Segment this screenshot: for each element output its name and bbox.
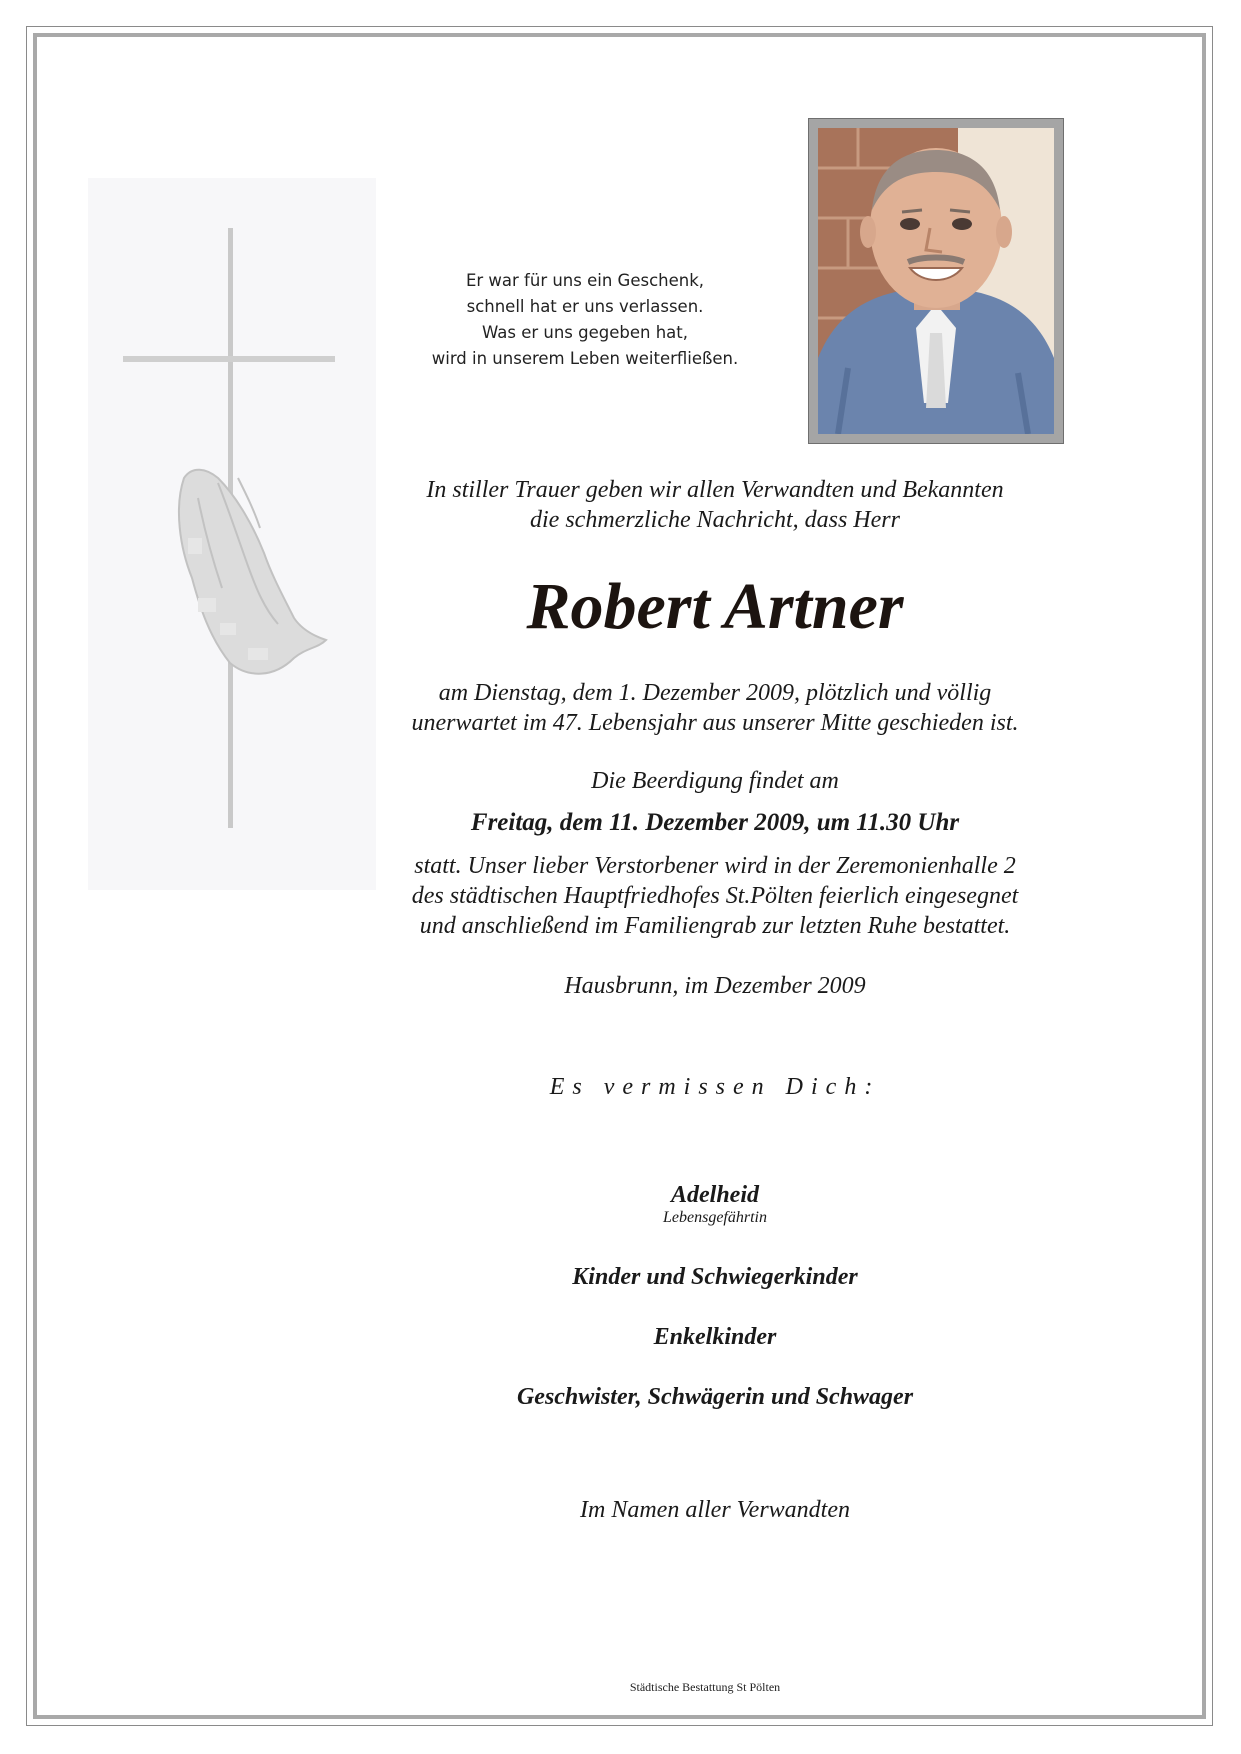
poem-line: Er war für uns ein Geschenk, bbox=[465, 271, 705, 290]
cross-praying-hands-icon bbox=[88, 178, 376, 890]
death-line: am Dienstag, dem 1. Dezember 2009, plötzlich und völlig bbox=[438, 680, 992, 706]
footer-publisher: Städtische Bestattung St Pölten bbox=[629, 1680, 781, 1694]
death-line: unerwartet im 47. Lebensjahr aus unserer Mitte geschieden ist. bbox=[411, 710, 1019, 736]
mourner-name: Kinder und Schwiegerkinder bbox=[572, 1264, 858, 1290]
portrait-photo bbox=[818, 128, 1054, 434]
intro-text bbox=[340, 475, 1090, 535]
mourner-name: Adelheid bbox=[671, 1182, 759, 1208]
death-notice bbox=[340, 678, 1090, 738]
deceased-name: Robert Artner bbox=[526, 570, 904, 643]
intro-line: In stiller Trauer geben wir allen Verwandten und Bekannten bbox=[426, 477, 1004, 503]
burial-intro: Die Beerdigung findet am bbox=[591, 768, 839, 794]
burial-line: statt. Unser lieber Verstorbener wird in der Zeremonienhalle 2 bbox=[414, 853, 1016, 879]
burial-line: des städtischen Hauptfriedhofes St.Pölten feierlich eingesegnet bbox=[411, 883, 1019, 909]
signoff: Im Namen aller Verwandten bbox=[580, 1497, 850, 1523]
mourners-title: Es vermissen Dich: bbox=[549, 1074, 881, 1100]
intro-line: die schmerzliche Nachricht, dass Herr bbox=[530, 507, 900, 533]
burial-details bbox=[340, 851, 1090, 941]
portrait-photo-frame bbox=[808, 118, 1064, 444]
poem-line: Was er uns gegeben hat, bbox=[481, 323, 688, 342]
mourner-relation: Lebensgefährtin bbox=[663, 1209, 767, 1226]
burial-date: Freitag, dem 11. Dezember 2009, um 11.30 Uhr bbox=[470, 809, 960, 836]
burial-line: und anschließend im Familiengrab zur letzten Ruhe bestattet. bbox=[419, 913, 1011, 939]
mourner-name: Geschwister, Schwägerin und Schwager bbox=[516, 1384, 914, 1410]
poem-line: schnell hat er uns verlassen. bbox=[466, 297, 704, 316]
poem bbox=[380, 268, 790, 372]
place-date: Hausbrunn, im Dezember 2009 bbox=[564, 973, 866, 999]
mourner-name: Enkelkinder bbox=[653, 1324, 777, 1350]
poem-line: wird in unserem Leben weiterfließen. bbox=[431, 349, 739, 368]
